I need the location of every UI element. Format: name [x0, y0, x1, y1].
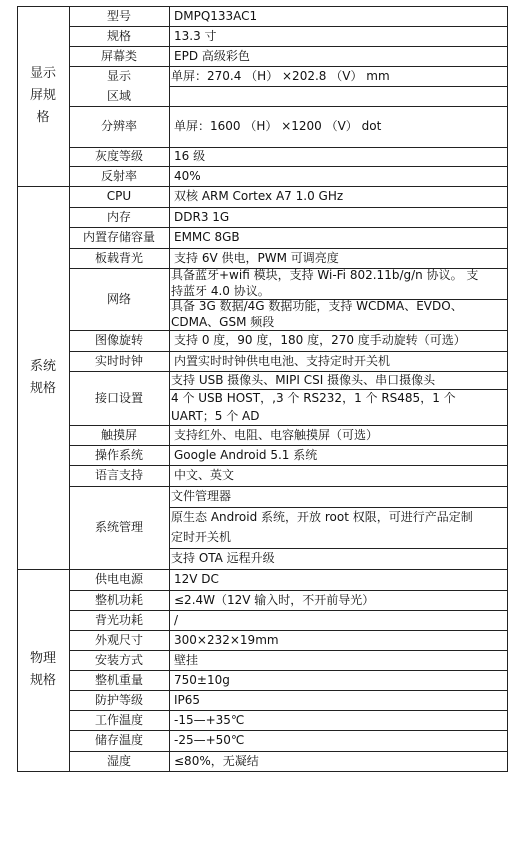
row-value-text: 支持 6V 供电，PWM 可调亮度	[174, 250, 339, 265]
row-label-text: 整机重量	[94, 672, 143, 687]
row-value-text: 壁挂	[174, 652, 199, 667]
row-label-text: 实时时钟	[94, 353, 143, 368]
row-value-text: 中文、英文	[174, 468, 235, 482]
group-label-text: 显示屏规格	[29, 66, 56, 125]
row-value-line: UART；5 个 AD	[171, 408, 260, 423]
row-value-line: 支持 USB 摄像头、MIPI CSI 摄像头、串口摄像头	[171, 372, 436, 387]
row-value-text: 750±10g	[174, 672, 230, 687]
row-label-text: 图像旋转	[94, 333, 143, 347]
row-value-text: IP65	[174, 692, 201, 707]
row-value-line: 持蓝牙 4.0 协议。	[171, 283, 270, 298]
row-value-text: 12V DC	[174, 572, 219, 586]
row-value-text: /	[174, 612, 179, 627]
row-label-text: 系统管理	[94, 520, 143, 534]
row-label-text: 工作温度	[94, 712, 143, 727]
row-label-text: 网络	[106, 291, 131, 306]
row-label-text: 灰度等级	[94, 149, 143, 163]
row-value-line: 原生态 Android 系统，开放 root 权限，可进行产品定制	[171, 509, 473, 524]
row-label-text: 湿度	[106, 753, 131, 768]
row-label-line: 显示	[106, 68, 131, 83]
row-label-text: 型号	[106, 8, 131, 23]
row-label-text: 分辨率	[100, 119, 137, 133]
row-label-text: 屏幕类	[100, 48, 137, 63]
row-label-text: 安装方式	[94, 652, 143, 667]
row-label-text: 储存温度	[94, 733, 143, 747]
row-label-text: 语言支持	[94, 468, 143, 482]
row-label-text: 触摸屏	[100, 427, 137, 442]
row-label-text: 接口设置	[94, 390, 143, 405]
row-label-text: 反射率	[100, 168, 137, 183]
row-label-text: 防护等级	[94, 692, 143, 707]
row-value-text: 300×232×19mm	[174, 632, 279, 647]
group-label-text: 物理规格	[29, 651, 56, 688]
row-label-text: 内存	[106, 209, 131, 224]
row-label-text: 供电电源	[94, 572, 143, 586]
row-value-text: 16 级	[174, 149, 206, 163]
row-value-text: 支持 0 度，90 度，180 度，270 度手动旋转（可选）	[174, 333, 466, 347]
row-label-text: 规格	[106, 28, 131, 43]
row-value-text: DMPQ133AC1	[174, 8, 258, 23]
row-label-text: CPU	[106, 189, 132, 203]
row-value-text: -25—+50℃	[174, 733, 245, 747]
row-value-text: EPD 高级彩色	[174, 48, 250, 63]
row-label-text: 板载背光	[94, 250, 143, 265]
row-value-line: 支持 OTA 远程升级	[171, 551, 275, 566]
row-value-line: 单屏：270.4 （H） ×202.8 （V） mm	[171, 68, 390, 83]
row-value-text: 内置实时时钟供电电池、支持定时开关机	[174, 353, 391, 368]
row-value-line: CDMA、GSM 频段	[171, 314, 275, 329]
row-value-text: ≤80%，无凝结	[174, 753, 259, 768]
row-label-text: 操作系统	[94, 447, 143, 462]
row-value-text: -15—+35℃	[174, 712, 245, 727]
row-value-text: 支持红外、电阻、电容触摸屏（可选）	[174, 427, 379, 442]
row-label-text: 整机功耗	[94, 592, 143, 607]
row-value-line: 具备 3G 数据/4G 数据功能，支持 WCDMA、EVDO、	[171, 299, 463, 314]
table-grid	[17, 6, 508, 772]
row-value-text: 单屏：1600 （H） ×1200 （V） dot	[174, 119, 382, 133]
row-value-line: 4 个 USB HOST，,3 个 RS232，1 个 RS485，1 个	[171, 390, 456, 405]
group-label-text: 系统规格	[29, 358, 56, 396]
row-value-text: 13.3 寸	[174, 28, 217, 43]
row-value-text: 双核 ARM Cortex A7 1.0 GHz	[174, 189, 344, 203]
row-label-text: 内置存储容量	[82, 230, 155, 244]
row-value-text: Google Android 5.1 系统	[174, 447, 318, 462]
row-label-text: 背光功耗	[94, 612, 143, 627]
row-value-line: 定时开关机	[171, 530, 232, 545]
spec-table	[17, 6, 508, 834]
row-value-text: DDR3 1G	[174, 209, 230, 224]
row-label-text: 外观尺寸	[94, 632, 143, 647]
row-value-line: 文件管理器	[171, 488, 232, 503]
row-value-text: ≤2.4W（12V 输入时，不开前导光）	[174, 592, 375, 607]
row-value-text: 40%	[174, 168, 201, 183]
row-value-text: EMMC 8GB	[174, 230, 240, 244]
row-label-line: 区域	[106, 88, 131, 103]
row-value-line: 具备蓝牙+wifi 模块，支持 Wi-Fi 802.11b/g/n 协议。 支	[171, 268, 479, 283]
